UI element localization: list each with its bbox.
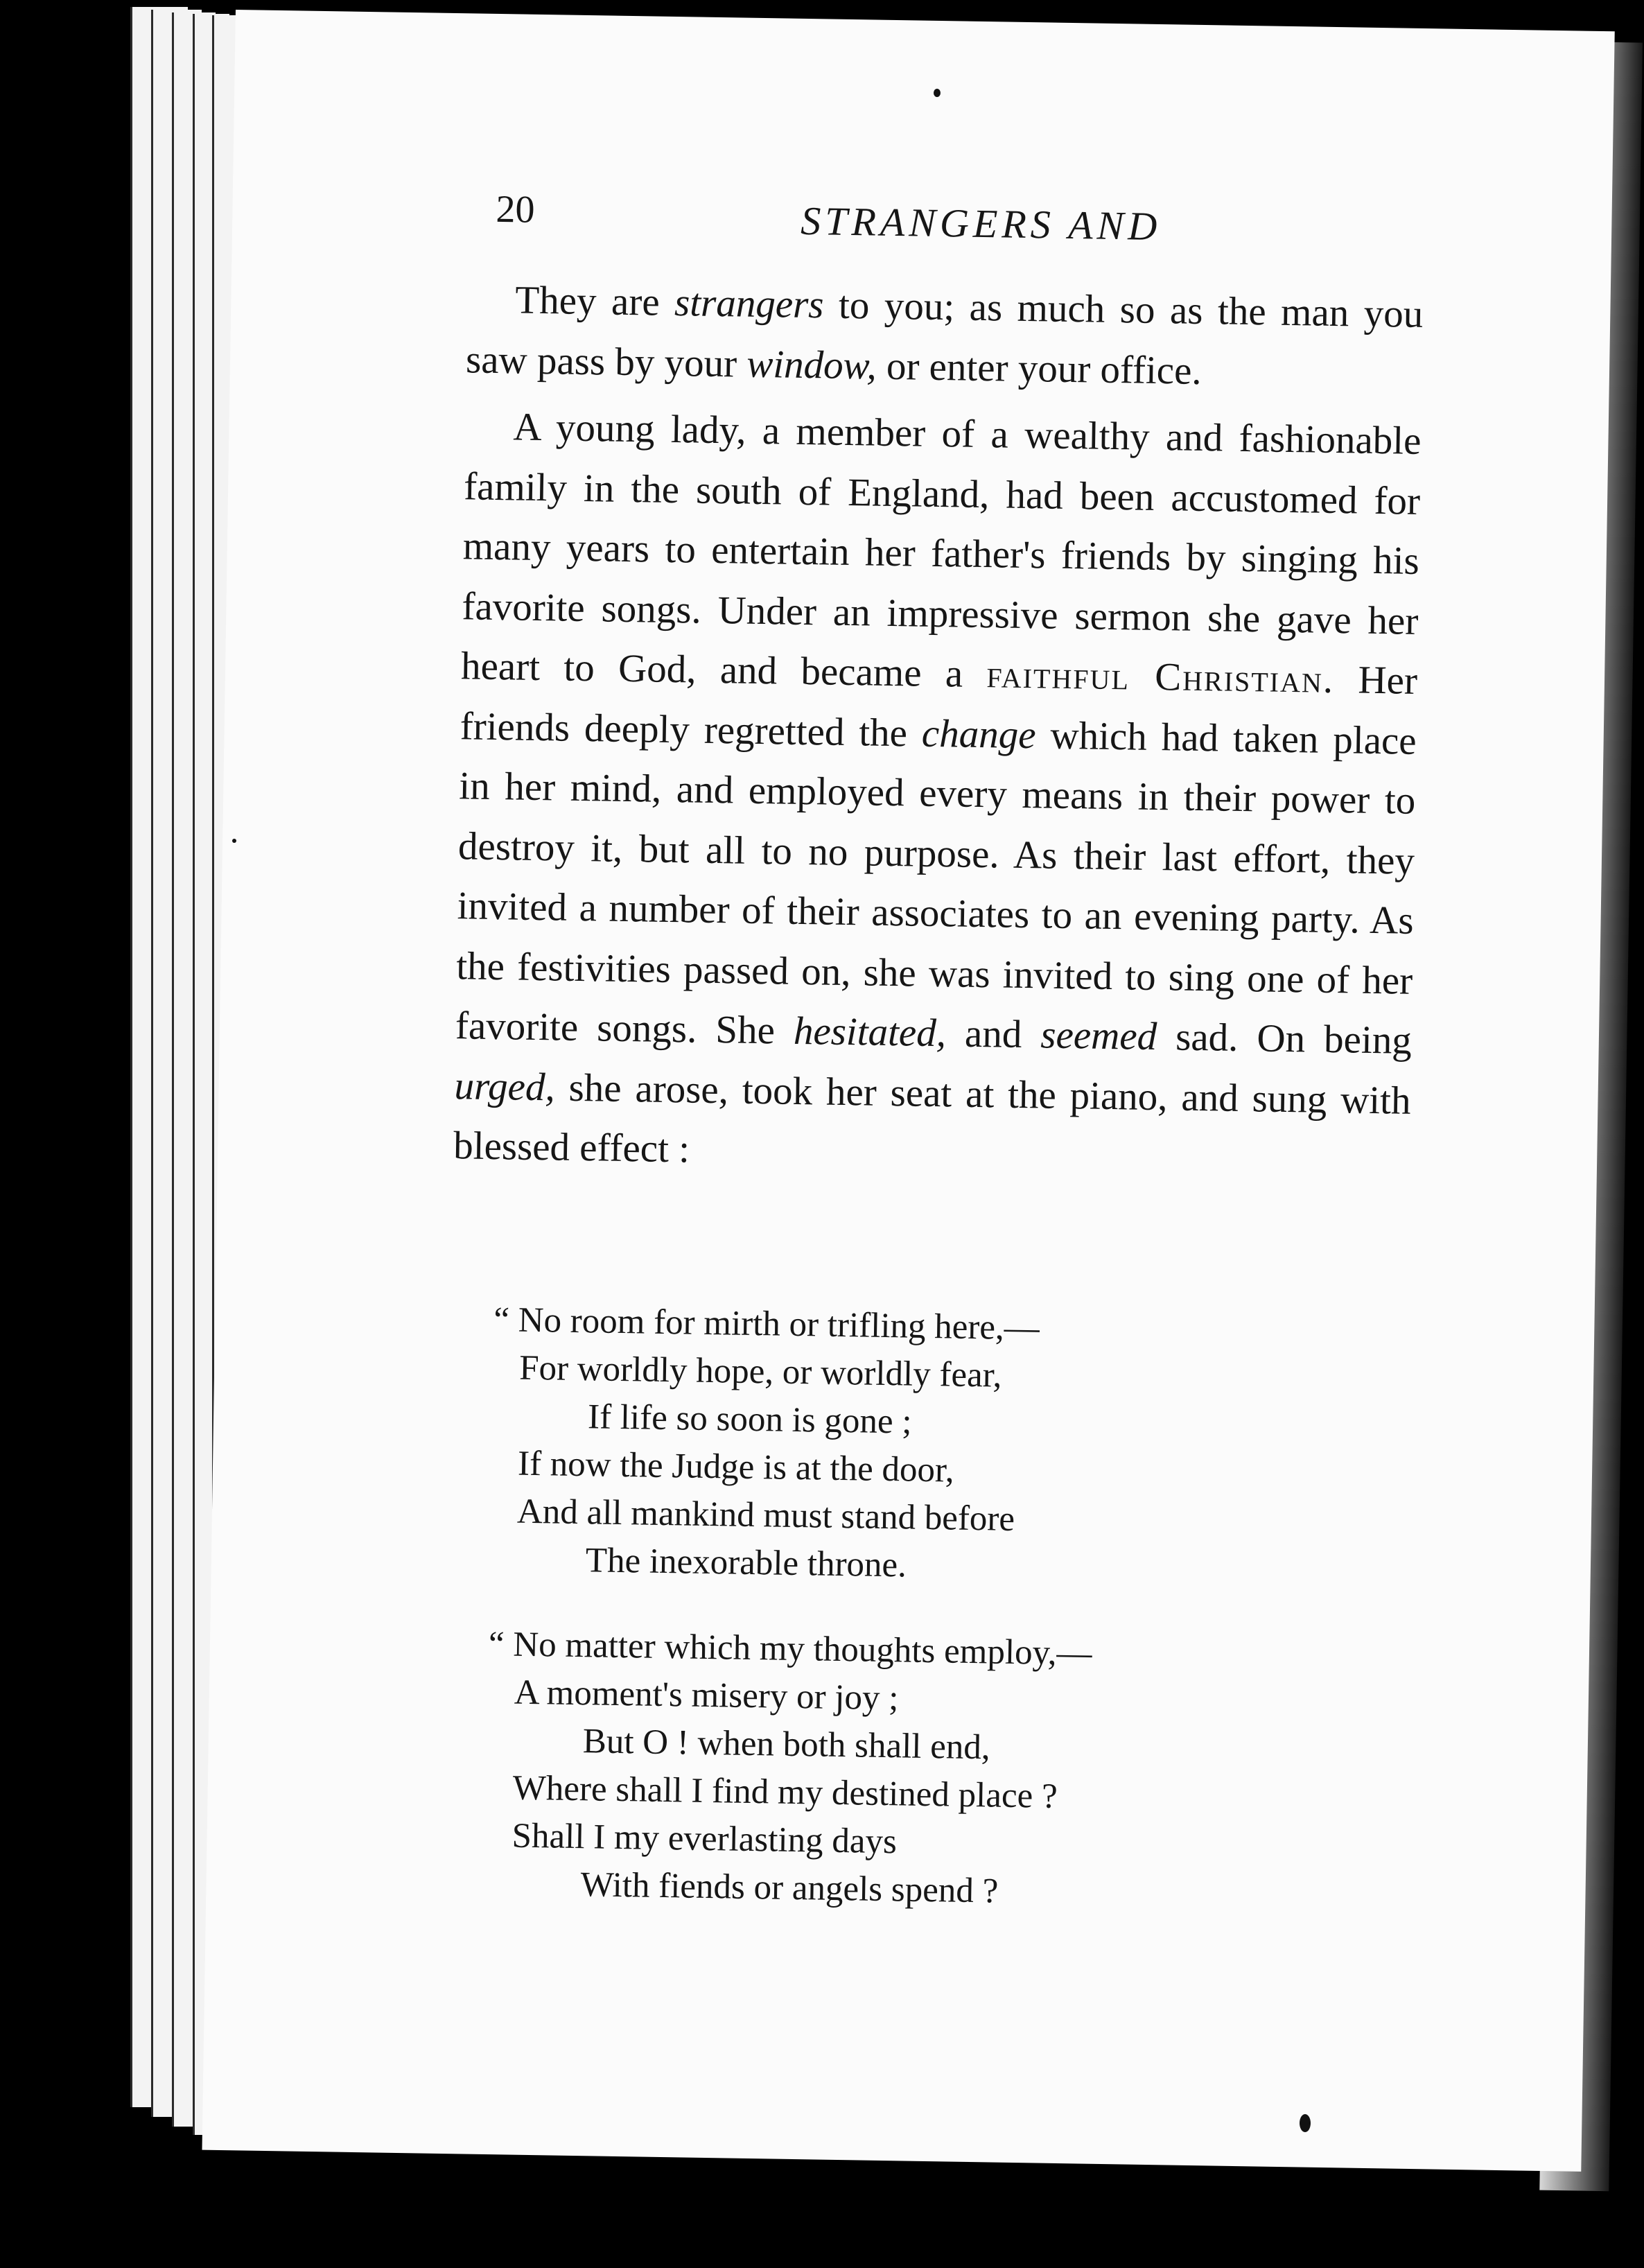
text-run: Her friends deeply regretted the — [460, 658, 1418, 756]
verse-line: The inexorable throne. — [585, 1541, 907, 1585]
italic-text: window, — [746, 342, 877, 388]
italic-text: strangers — [674, 281, 825, 327]
verse-line: “ No room for mirth or trifling here,— — [493, 1300, 1040, 1348]
text-run: sad. On being — [1156, 1015, 1413, 1063]
verse-line: Where shall I find my destined place ? — [512, 1768, 1058, 1816]
verse-line: Shall I my everlasting days — [511, 1816, 898, 1862]
text-run: to you; as much so as the man you saw pass by your — [465, 283, 1424, 386]
small-caps-text: faithful Christian. — [986, 652, 1335, 702]
italic-text: urged, — [454, 1063, 556, 1109]
verse-line: “ No matter which my thoughts employ,— — [488, 1625, 1092, 1673]
text-run: she arose, took her seat at the piano, and sung with blessed effect : — [453, 1065, 1411, 1171]
italic-text: hesitated, — [793, 1009, 947, 1056]
page-content — [202, 10, 1614, 2172]
text-run: A young lady, a member of a wealthy and fashionable family in the south of England, had been accustomed for many years to entertain her father's friends by singing his favorite songs. Under an impressive sermon she gave her heart to God, and became a — [460, 405, 1422, 697]
paragraph — [465, 270, 1424, 405]
italic-text: change — [921, 711, 1037, 757]
italic-text: seemed — [1040, 1013, 1157, 1059]
hymn-stanza-2 — [488, 1621, 1347, 1921]
dust-speck — [934, 89, 941, 97]
verse-line: But O ! when both shall end, — [582, 1722, 991, 1768]
verse-line: With fiends or angels spend ? — [580, 1865, 999, 1911]
running-head: STRANGERS AND — [800, 198, 1162, 250]
text-run: which had taken place in her mind, and employed every means in their power to destroy it, but all to no purpose. As their last effort, they invited a number of their associates to an evening party. As the festivities passed on, she was invited to sing one of her favorite songs. She — [455, 713, 1417, 1053]
page-header — [496, 187, 1383, 256]
body-text — [453, 270, 1424, 1191]
text-run: They are — [514, 278, 675, 324]
verse-line: If now the Judge is at the door, — [517, 1444, 955, 1490]
text-run: or enter your office. — [876, 344, 1203, 393]
verse-line: A moment's misery or joy ; — [514, 1673, 899, 1718]
page-number: 20 — [496, 187, 536, 232]
paragraph — [453, 396, 1422, 1191]
hymn-stanza-1 — [493, 1297, 1352, 1597]
verse-line: If life so soon is gone ; — [587, 1397, 913, 1442]
book-page — [202, 10, 1614, 2172]
dust-speck — [1300, 2114, 1311, 2132]
dust-speck — [232, 839, 236, 843]
verse-line: For worldly hope, or worldly fear, — [518, 1348, 1002, 1395]
text-run: and — [945, 1011, 1041, 1057]
verse-line: And all mankind must stand before — [516, 1492, 1015, 1539]
